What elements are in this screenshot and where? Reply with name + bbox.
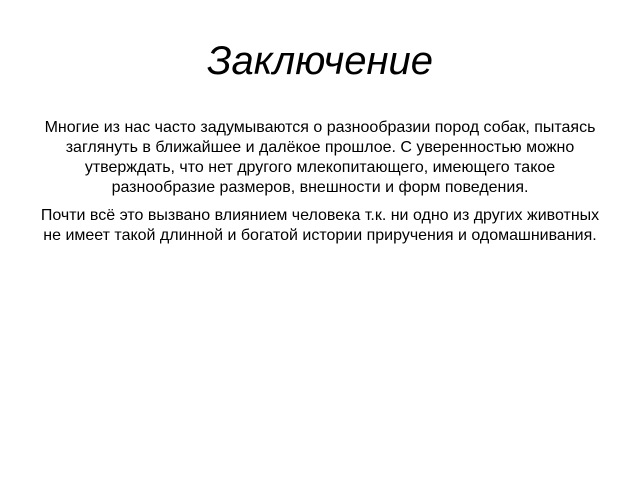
paragraph-1: Многие из нас часто задумываются о разнообразии пород собак, пытаясь заглянуть в ближайшее и далёкое прошлое. С уверенностью можно утверждать, что нет другого млекопитающего, имеющего такое разнообразие размеров, внешности и форм поведения. — [44, 119, 596, 196]
slide-body — [32, 118, 608, 254]
paragraph-2: Почти всё это вызвано влиянием человека т.к. ни одно из других животных не имеет такой длинной и богатой истории приручения и одомашнивания. — [40, 207, 600, 244]
slide-title: Заключение — [207, 39, 433, 83]
